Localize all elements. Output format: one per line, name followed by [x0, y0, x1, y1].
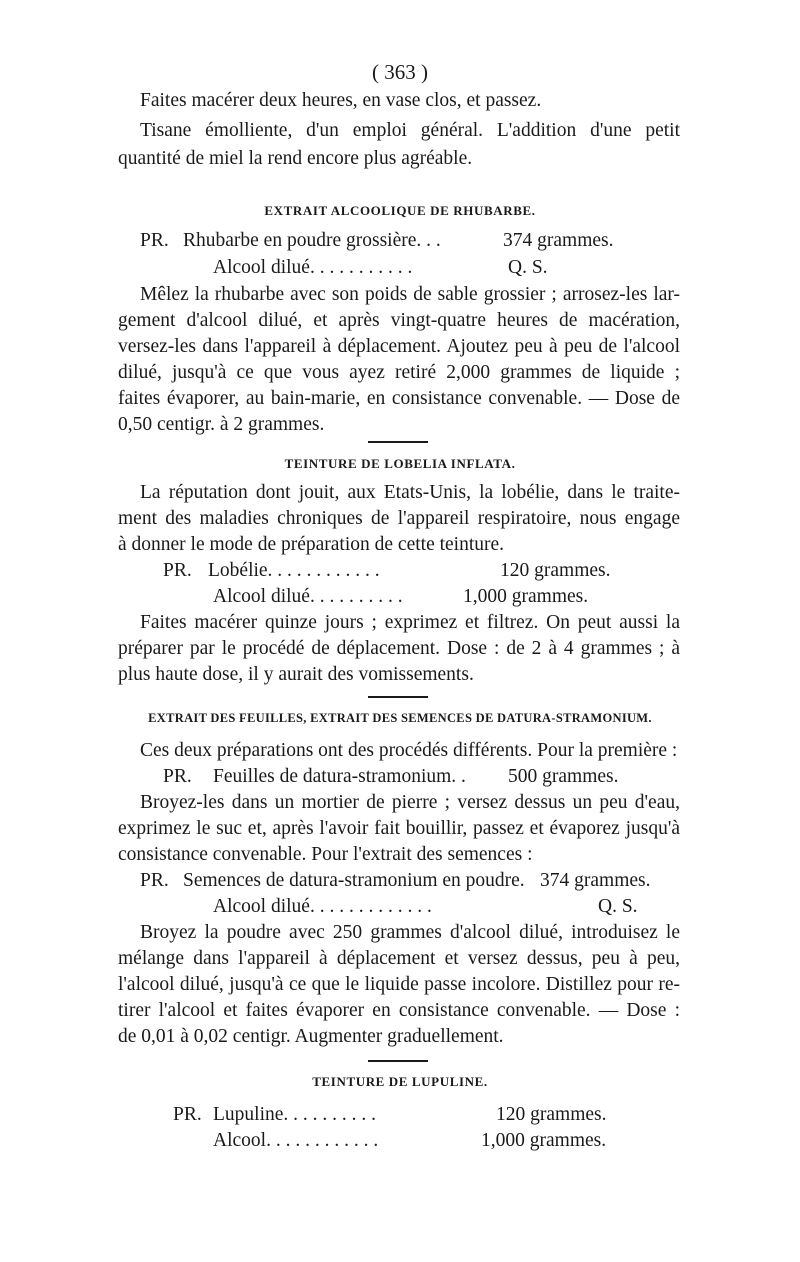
intro-line-1: Faites macérer deux heures, en vase clos, et passez.	[140, 90, 542, 111]
paragraph-line: l'alcool dilué, jusqu'à ce que le liquide passe incolore. Distillez pour re-	[118, 974, 680, 995]
ingredient-quantity: 374 grammes.	[540, 870, 651, 891]
paragraph-line: Mêlez la rhubarbe avec son poids de sable grossier ; arrosez-les lar-	[140, 284, 680, 305]
ingredient-name: Alcool dilué. . . . . . . . . .	[213, 586, 403, 607]
ingredient-quantity: 374 grammes.	[503, 230, 614, 251]
paragraph-line: plus haute dose, il y aurait des vomissements.	[118, 664, 474, 685]
section-title-datura: EXTRAIT DES FEUILLES, EXTRAIT DES SEMENCES DE DATURA-STRAMONIUM.	[148, 711, 652, 725]
paragraph-line: Faites macérer quinze jours ; exprimez et filtrez. On peut aussi la	[140, 612, 680, 633]
paragraph-line: à donner le mode de préparation de cette teinture.	[118, 534, 505, 555]
ingredient-name: Alcool dilué. . . . . . . . . . .	[213, 257, 413, 278]
paragraph-line: gement d'alcool dilué, et après vingt-quatre heures de macération,	[118, 310, 680, 331]
paragraph-line: versez-les dans l'appareil à déplacement. Ajoutez peu à peu de l'alcool	[118, 336, 680, 357]
ingredient-name: Lupuline. . . . . . . . . .	[213, 1104, 377, 1125]
ingredient-quantity: 1,000 grammes.	[463, 586, 589, 607]
ingredient-quantity: 120 grammes.	[496, 1104, 607, 1125]
paragraph-line: mélange dans l'appareil à déplacement et versez dessus, peu à peu,	[118, 948, 680, 969]
pr-label: PR.	[140, 870, 169, 891]
ingredient-quantity: 1,000 grammes.	[481, 1130, 607, 1151]
pr-label: PR.	[163, 766, 192, 787]
paragraph-line: Broyez la poudre avec 250 grammes d'alcool dilué, introduisez le	[140, 922, 680, 943]
ingredient-quantity: Q. S.	[598, 896, 638, 917]
ingredient-name: Alcool dilué. . . . . . . . . . . . .	[213, 896, 432, 917]
ingredient-name: Alcool. . . . . . . . . . . .	[213, 1130, 379, 1151]
intro-line-3: quantité de miel la rend encore plus agréable.	[118, 148, 473, 169]
paragraph-line: ment des maladies chroniques de l'appareil respiratoire, nous engage	[118, 508, 680, 529]
ingredient-quantity: Q. S.	[508, 257, 548, 278]
ingredient-quantity: 500 grammes.	[508, 766, 619, 787]
ingredient-quantity: 120 grammes.	[500, 560, 611, 581]
paragraph-line: de 0,01 à 0,02 centigr. Augmenter graduellement.	[118, 1026, 504, 1047]
section-title-lupuline: TEINTURE DE LUPULINE.	[312, 1074, 488, 1089]
pr-label: PR.	[140, 230, 169, 251]
ingredient-name: Semences de datura-stramonium en poudre.	[183, 870, 525, 891]
section-divider	[368, 696, 428, 698]
section-title-lobelia: TEINTURE DE LOBELIA INFLATA.	[284, 456, 516, 471]
paragraph-line: Broyez-les dans un mortier de pierre ; versez dessus un peu d'eau,	[140, 792, 680, 813]
ingredient-name: Lobélie. . . . . . . . . . . .	[208, 560, 380, 581]
pr-label: PR.	[173, 1104, 202, 1125]
section-divider	[368, 1060, 428, 1062]
paragraph-line: faites évaporer, au bain-marie, en consistance convenable. — Dose de	[118, 388, 680, 409]
page-number: ( 363 )	[372, 60, 428, 84]
paragraph-line: consistance convenable. Pour l'extrait des semences :	[118, 844, 533, 865]
pr-label: PR.	[163, 560, 192, 581]
intro-line-2: Tisane émolliente, d'un emploi général. L'addition d'une petit	[140, 120, 680, 141]
paragraph-line: Ces deux préparations ont des procédés différents. Pour la première :	[140, 740, 678, 761]
ingredient-name: Feuilles de datura-stramonium. .	[213, 766, 466, 787]
paragraph-line: La réputation dont jouit, aux Etats-Unis, la lobélie, dans le traite-	[140, 482, 680, 503]
paragraph-line: 0,50 centigr. à 2 grammes.	[118, 414, 325, 435]
ingredient-name: Rhubarbe en poudre grossière. . .	[183, 230, 441, 251]
paragraph-line: dilué, jusqu'à ce que vous ayez retiré 2,000 grammes de liquide ;	[118, 362, 680, 383]
paragraph-line: exprimez le suc et, après l'avoir fait bouillir, passez et évaporez jusqu'à	[118, 818, 680, 839]
section-divider	[368, 441, 428, 443]
section-title-rhubarbe: EXTRAIT ALCOOLIQUE DE RHUBARBE.	[264, 203, 536, 218]
paragraph-line: tirer l'alcool et faites évaporer en consistance convenable. — Dose :	[118, 1000, 680, 1021]
paragraph-line: préparer par le procédé de déplacement. Dose : de 2 à 4 grammes ; à	[118, 638, 680, 659]
